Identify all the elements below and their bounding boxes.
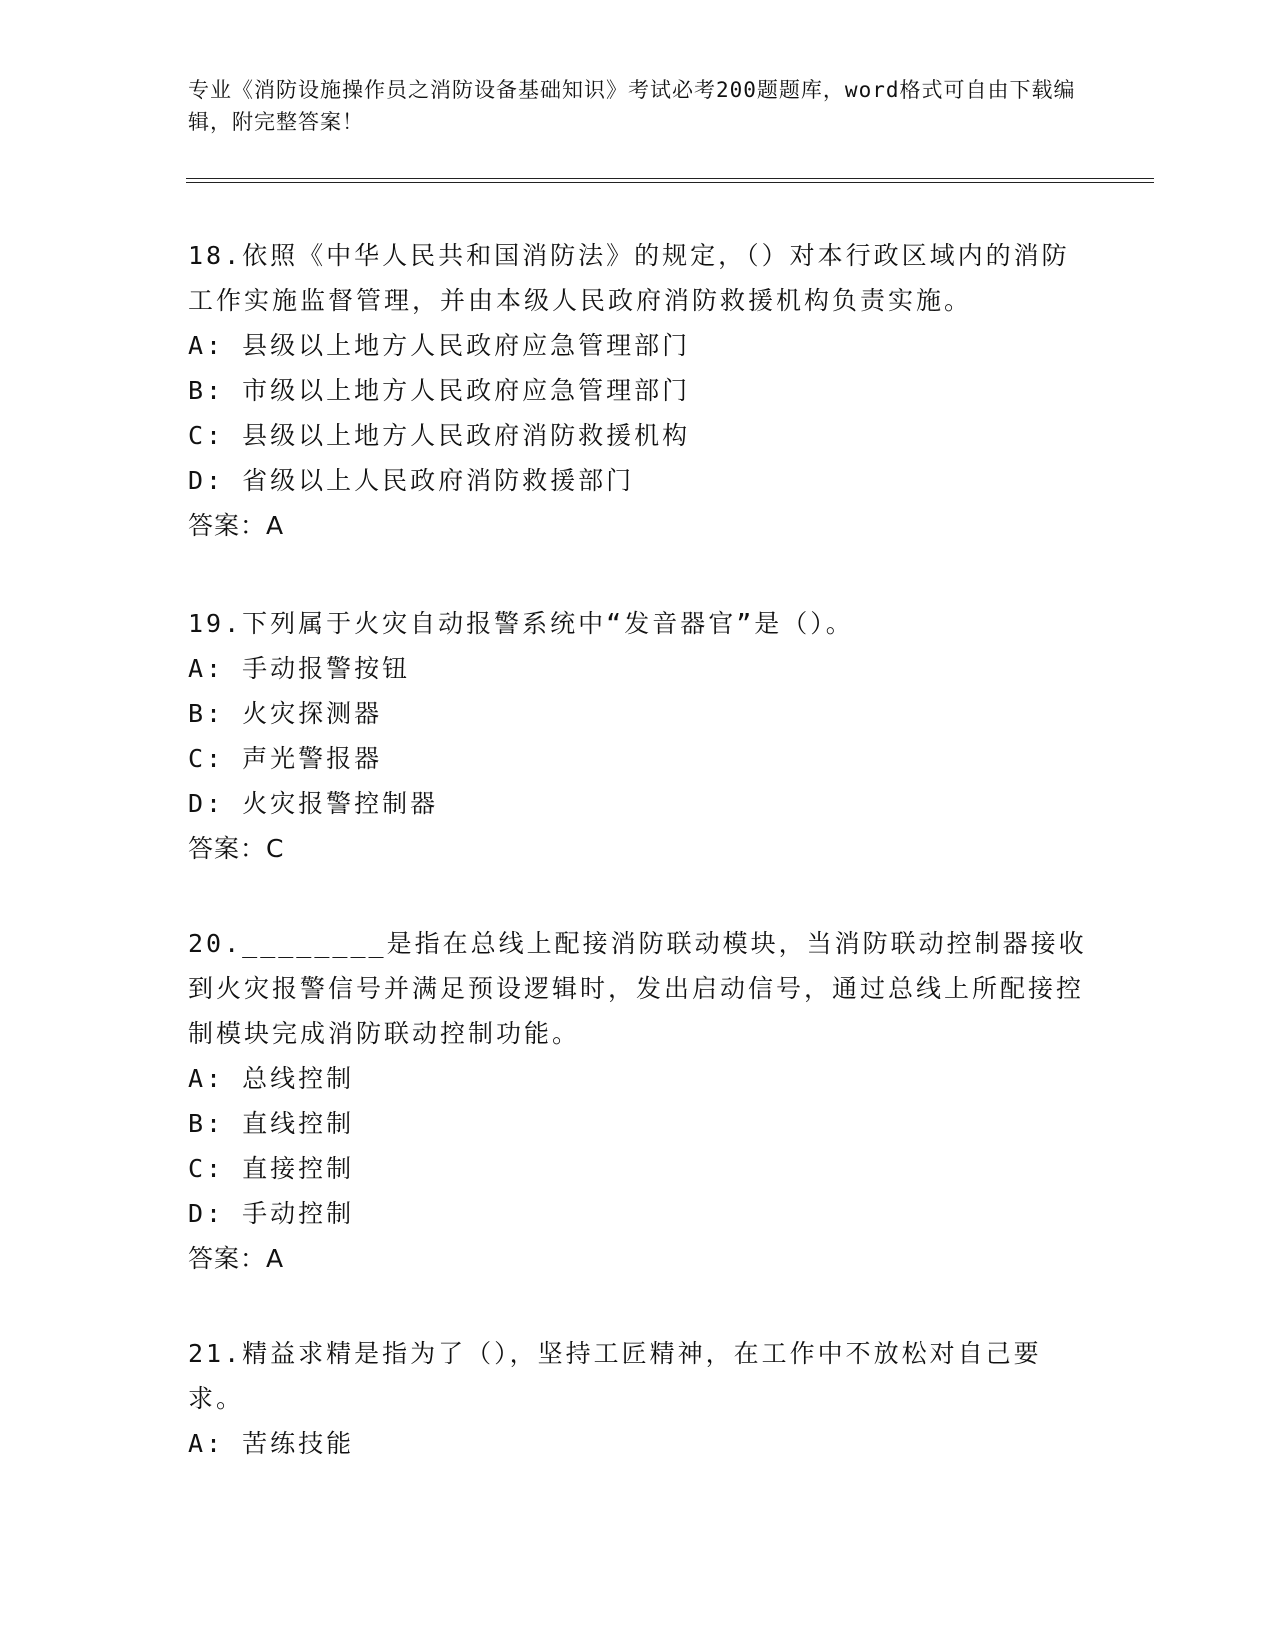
option-a: A: 总线控制	[188, 1064, 355, 1093]
question-20	[188, 921, 1088, 1281]
question-21	[188, 1331, 1088, 1466]
header-divider-top	[186, 178, 1154, 179]
option-c: C: 声光警报器	[188, 744, 383, 773]
question-stem: 18.依照《中华人民共和国消防法》的规定，（）对本行政区域内的消防工作实施监督管理，并由本级人民政府消防救援机构负责实施。	[188, 241, 1070, 315]
answer: 答案：C	[188, 834, 285, 863]
header-divider-bottom	[186, 182, 1154, 183]
option-b: B: 火灾探测器	[188, 699, 383, 728]
option-c: C: 直接控制	[188, 1154, 355, 1183]
option-a: A: 手动报警按钮	[188, 654, 411, 683]
option-d: D: 省级以上人民政府消防救援部门	[188, 466, 635, 495]
option-d: D: 火灾报警控制器	[188, 789, 439, 818]
option-a: A: 县级以上地方人民政府应急管理部门	[188, 331, 691, 360]
question-18	[188, 233, 1088, 548]
option-c: C: 县级以上地方人民政府消防救援机构	[188, 421, 691, 450]
question-stem: 20.________是指在总线上配接消防联动模块，当消防联动控制器接收到火灾报警信号并满足预设逻辑时，发出启动信号，通过总线上所配接控制模块完成消防联动控制功能。	[188, 929, 1087, 1048]
question-stem: 21.精益求精是指为了（），坚持工匠精神，在工作中不放松对自己要求。	[188, 1339, 1042, 1413]
option-b: B: 直线控制	[188, 1109, 355, 1138]
header-intro: 专业《消防设施操作员之消防设备基础知识》考试必考200题题库，word格式可自由下载编辑，附完整答案！	[188, 78, 1076, 134]
document-header	[188, 74, 1088, 138]
option-a: A: 苦练技能	[188, 1429, 355, 1458]
answer: 答案：A	[188, 1244, 285, 1273]
option-b: B: 市级以上地方人民政府应急管理部门	[188, 376, 691, 405]
option-d: D: 手动控制	[188, 1199, 355, 1228]
question-19	[188, 601, 1088, 871]
question-stem: 19.下列属于火灾自动报警系统中“发音器官”是（）。	[188, 609, 854, 638]
answer: 答案：A	[188, 511, 285, 540]
